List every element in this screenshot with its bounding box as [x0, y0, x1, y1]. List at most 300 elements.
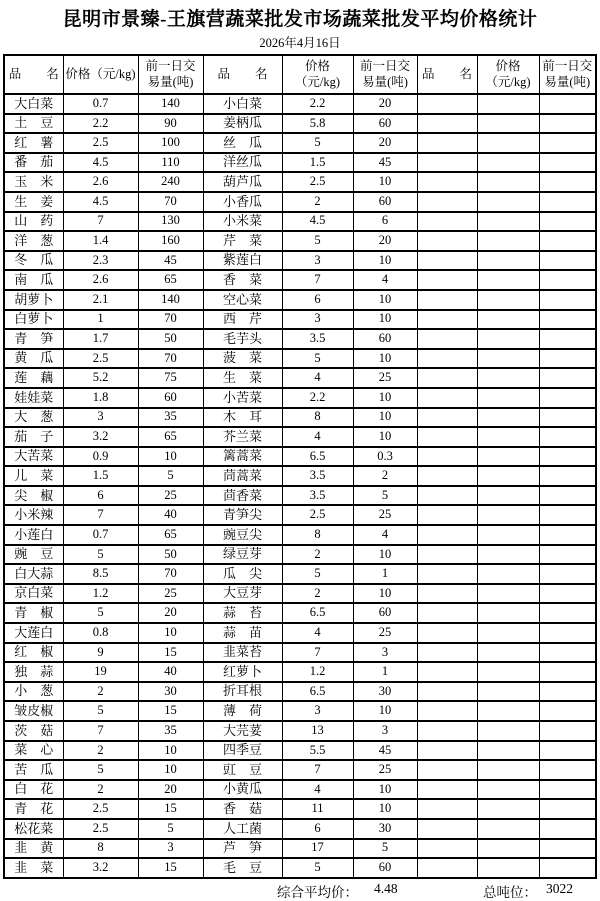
name-cell: 薄 荷: [203, 701, 282, 721]
volume-cell: 10: [353, 349, 417, 369]
volume-cell: 10: [353, 251, 417, 271]
price-cell: 2.5: [282, 172, 353, 192]
volume-cell: 10: [353, 290, 417, 310]
table-row: [4, 349, 596, 369]
table-row: [4, 212, 596, 232]
volume-cell: [539, 525, 596, 545]
price-cell: 6.5: [282, 603, 353, 623]
table-row: [4, 780, 596, 800]
table-row: [4, 623, 596, 643]
volume-cell: 35: [138, 721, 203, 741]
name-cell: 黄 瓜: [4, 349, 63, 369]
volume-cell: 25: [138, 584, 203, 604]
price-cell: 2.6: [63, 270, 138, 290]
volume-cell: 70: [138, 310, 203, 330]
volume-cell: 10: [353, 172, 417, 192]
name-cell: 大芫荽: [203, 721, 282, 741]
table-row: [4, 408, 596, 428]
name-cell: [417, 231, 477, 251]
table-row: [4, 603, 596, 623]
price-cell: 5.2: [63, 368, 138, 388]
price-cell: 1.5: [63, 466, 138, 486]
volume-cell: 60: [353, 858, 417, 878]
name-cell: [417, 133, 477, 153]
name-cell: 生 姜: [4, 192, 63, 212]
price-cell: [477, 505, 539, 525]
name-cell: 大苦菜: [4, 447, 63, 467]
price-cell: [477, 603, 539, 623]
name-cell: [417, 447, 477, 467]
price-cell: [477, 329, 539, 349]
price-cell: 6: [282, 819, 353, 839]
name-cell: [417, 349, 477, 369]
volume-cell: [539, 329, 596, 349]
price-cell: 0.7: [63, 525, 138, 545]
table-row: [4, 584, 596, 604]
volume-cell: [539, 799, 596, 819]
name-cell: 茄 子: [4, 427, 63, 447]
price-cell: 2.1: [63, 290, 138, 310]
price-cell: 3.2: [63, 427, 138, 447]
volume-cell: 25: [138, 486, 203, 506]
price-cell: [477, 486, 539, 506]
price-cell: 2: [282, 545, 353, 565]
price-cell: 3.5: [282, 486, 353, 506]
price-cell: [477, 682, 539, 702]
name-cell: 独 蒜: [4, 662, 63, 682]
name-cell: [417, 858, 477, 878]
table-row: [4, 447, 596, 467]
price-cell: [477, 662, 539, 682]
volume-cell: 10: [353, 584, 417, 604]
name-cell: 山 药: [4, 212, 63, 232]
volume-cell: 40: [138, 505, 203, 525]
volume-cell: 15: [138, 858, 203, 878]
volume-cell: 10: [353, 310, 417, 330]
header-price-2: 价格（元/kg): [282, 55, 353, 94]
volume-cell: 70: [138, 564, 203, 584]
name-cell: 苦 瓜: [4, 760, 63, 780]
volume-cell: [539, 133, 596, 153]
volume-cell: 20: [138, 603, 203, 623]
name-cell: 生 菜: [203, 368, 282, 388]
name-cell: 番 茄: [4, 153, 63, 173]
price-table: [3, 54, 597, 879]
name-cell: 洋丝瓜: [203, 153, 282, 173]
price-cell: [477, 525, 539, 545]
volume-cell: 60: [353, 192, 417, 212]
price-cell: 1.5: [282, 153, 353, 173]
price-cell: 8: [63, 839, 138, 859]
name-cell: [417, 153, 477, 173]
table-row: [4, 388, 596, 408]
name-cell: [417, 662, 477, 682]
name-cell: [417, 799, 477, 819]
name-cell: 西 芹: [203, 310, 282, 330]
name-cell: [417, 780, 477, 800]
price-cell: [477, 94, 539, 114]
volume-cell: 15: [138, 701, 203, 721]
name-cell: 蒜 苔: [203, 603, 282, 623]
table-row: [4, 858, 596, 878]
price-cell: 0.7: [63, 94, 138, 114]
name-cell: [417, 251, 477, 271]
price-cell: [477, 133, 539, 153]
volume-cell: [539, 447, 596, 467]
price-cell: 5: [282, 564, 353, 584]
price-cell: 6: [63, 486, 138, 506]
price-cell: [477, 349, 539, 369]
name-cell: 大莲白: [4, 623, 63, 643]
price-cell: 4.5: [282, 212, 353, 232]
volume-cell: 0.3: [353, 447, 417, 467]
volume-cell: [539, 839, 596, 859]
name-cell: 京白菜: [4, 584, 63, 604]
name-cell: 大白菜: [4, 94, 63, 114]
volume-cell: [539, 153, 596, 173]
name-cell: 香 菜: [203, 270, 282, 290]
price-cell: 3: [282, 310, 353, 330]
price-cell: [477, 192, 539, 212]
price-cell: [477, 819, 539, 839]
average-price-value: 4.48: [374, 880, 398, 896]
price-cell: 2: [282, 584, 353, 604]
table-row: [4, 153, 596, 173]
price-cell: 2.2: [282, 94, 353, 114]
price-cell: [477, 799, 539, 819]
price-cell: [477, 447, 539, 467]
table-row: [4, 290, 596, 310]
name-cell: 小 葱: [4, 682, 63, 702]
price-cell: 2.3: [63, 251, 138, 271]
price-cell: 3: [63, 408, 138, 428]
header-row: [4, 55, 596, 94]
volume-cell: [539, 682, 596, 702]
volume-cell: 30: [138, 682, 203, 702]
volume-cell: 5: [353, 486, 417, 506]
name-cell: [417, 643, 477, 663]
volume-cell: [539, 741, 596, 761]
volume-cell: 50: [138, 329, 203, 349]
name-cell: 红萝卜: [203, 662, 282, 682]
volume-cell: 10: [353, 408, 417, 428]
name-cell: [417, 525, 477, 545]
price-cell: 4: [282, 427, 353, 447]
volume-cell: 10: [353, 701, 417, 721]
table-row: [4, 545, 596, 565]
price-cell: 4: [282, 623, 353, 643]
price-cell: 2.5: [282, 505, 353, 525]
name-cell: 青 笋: [4, 329, 63, 349]
price-cell: 1.8: [63, 388, 138, 408]
name-cell: 儿 菜: [4, 466, 63, 486]
name-cell: [417, 760, 477, 780]
price-cell: 6.5: [282, 682, 353, 702]
name-cell: [417, 564, 477, 584]
name-cell: 绿豆芽: [203, 545, 282, 565]
volume-cell: 60: [353, 114, 417, 134]
volume-cell: 1: [353, 662, 417, 682]
volume-cell: [539, 858, 596, 878]
name-cell: [417, 427, 477, 447]
name-cell: 韭 菜: [4, 858, 63, 878]
price-cell: 5.8: [282, 114, 353, 134]
price-cell: 2.6: [63, 172, 138, 192]
name-cell: 茴香菜: [203, 486, 282, 506]
price-cell: [477, 231, 539, 251]
volume-cell: [539, 251, 596, 271]
name-cell: [417, 721, 477, 741]
name-cell: 毛芋头: [203, 329, 282, 349]
price-cell: [477, 623, 539, 643]
name-cell: [417, 741, 477, 761]
name-cell: [417, 584, 477, 604]
volume-cell: [539, 780, 596, 800]
volume-cell: 40: [138, 662, 203, 682]
volume-cell: 10: [353, 545, 417, 565]
name-cell: [417, 408, 477, 428]
volume-cell: 10: [138, 447, 203, 467]
average-price-label: 综合平均价：: [277, 884, 358, 900]
name-cell: 菜 心: [4, 741, 63, 761]
price-cell: 2.5: [63, 349, 138, 369]
price-cell: 13: [282, 721, 353, 741]
name-cell: [417, 545, 477, 565]
volume-cell: [539, 94, 596, 114]
volume-cell: [539, 564, 596, 584]
table-row: [4, 643, 596, 663]
price-cell: [477, 839, 539, 859]
table-header: [4, 55, 596, 94]
name-cell: [417, 603, 477, 623]
table-row: [4, 427, 596, 447]
name-cell: 白萝卜: [4, 310, 63, 330]
price-cell: 4.5: [63, 192, 138, 212]
volume-cell: 240: [138, 172, 203, 192]
volume-cell: [539, 290, 596, 310]
volume-cell: 60: [353, 329, 417, 349]
name-cell: 青 椒: [4, 603, 63, 623]
name-cell: 茼蒿菜: [203, 466, 282, 486]
price-cell: [477, 153, 539, 173]
name-cell: 小莲白: [4, 525, 63, 545]
price-cell: 7: [63, 212, 138, 232]
volume-cell: 65: [138, 270, 203, 290]
volume-cell: [539, 212, 596, 232]
price-cell: 11: [282, 799, 353, 819]
summary-footer: [0, 881, 600, 899]
price-cell: 1.2: [282, 662, 353, 682]
table-row: [4, 682, 596, 702]
name-cell: 菠 菜: [203, 349, 282, 369]
volume-cell: [539, 310, 596, 330]
table-row: [4, 251, 596, 271]
price-cell: 3: [282, 251, 353, 271]
table-row: [4, 329, 596, 349]
price-cell: [477, 388, 539, 408]
volume-cell: [539, 584, 596, 604]
price-cell: 5: [282, 231, 353, 251]
price-cell: 3.2: [63, 858, 138, 878]
price-cell: 2.5: [63, 799, 138, 819]
table-row: [4, 799, 596, 819]
price-cell: [477, 427, 539, 447]
name-cell: 胡萝卜: [4, 290, 63, 310]
price-cell: 2: [282, 192, 353, 212]
volume-cell: 20: [353, 133, 417, 153]
price-cell: 2.5: [63, 133, 138, 153]
volume-cell: [539, 760, 596, 780]
price-cell: 9: [63, 643, 138, 663]
table-row: [4, 741, 596, 761]
name-cell: 小米辣: [4, 505, 63, 525]
volume-cell: [539, 172, 596, 192]
table-row: [4, 192, 596, 212]
price-cell: 1: [63, 310, 138, 330]
volume-cell: 45: [353, 153, 417, 173]
name-cell: [417, 682, 477, 702]
name-cell: 四季豆: [203, 741, 282, 761]
table-row: [4, 760, 596, 780]
name-cell: 洋 葱: [4, 231, 63, 251]
volume-cell: [539, 466, 596, 486]
price-cell: 3.5: [282, 466, 353, 486]
name-cell: 松花菜: [4, 819, 63, 839]
price-cell: 2: [63, 780, 138, 800]
table-row: [4, 231, 596, 251]
name-cell: 小香瓜: [203, 192, 282, 212]
header-name-2: 品 名: [203, 55, 282, 94]
name-cell: 青 花: [4, 799, 63, 819]
volume-cell: [539, 505, 596, 525]
name-cell: [417, 290, 477, 310]
price-cell: 19: [63, 662, 138, 682]
price-cell: 8.5: [63, 564, 138, 584]
volume-cell: 25: [353, 760, 417, 780]
volume-cell: 10: [353, 799, 417, 819]
volume-cell: 5: [138, 466, 203, 486]
volume-cell: [539, 662, 596, 682]
name-cell: 空心菜: [203, 290, 282, 310]
header-name-1: 品 名: [4, 55, 63, 94]
name-cell: 茨 菇: [4, 721, 63, 741]
volume-cell: [539, 643, 596, 663]
price-cell: 4: [282, 780, 353, 800]
volume-cell: 4: [353, 270, 417, 290]
page-title: 昆明市景臻-王旗营蔬菜批发市场蔬菜批发平均价格统计: [62, 9, 538, 30]
price-cell: 7: [282, 270, 353, 290]
volume-cell: 20: [353, 94, 417, 114]
price-cell: 8: [282, 408, 353, 428]
price-cell: 4.5: [63, 153, 138, 173]
price-cell: 7: [63, 505, 138, 525]
volume-cell: 35: [138, 408, 203, 428]
name-cell: 土 豆: [4, 114, 63, 134]
name-cell: [417, 388, 477, 408]
table-row: [4, 368, 596, 388]
price-cell: [477, 408, 539, 428]
price-cell: 7: [63, 721, 138, 741]
name-cell: 瓜 尖: [203, 564, 282, 584]
volume-cell: [539, 270, 596, 290]
volume-cell: 140: [138, 94, 203, 114]
table-row: [4, 466, 596, 486]
name-cell: 红 薯: [4, 133, 63, 153]
name-cell: 玉 米: [4, 172, 63, 192]
volume-cell: 110: [138, 153, 203, 173]
name-cell: [417, 310, 477, 330]
name-cell: 木 耳: [203, 408, 282, 428]
price-cell: 3: [282, 701, 353, 721]
name-cell: 姜柄瓜: [203, 114, 282, 134]
price-cell: 7: [282, 760, 353, 780]
volume-cell: 25: [353, 505, 417, 525]
price-cell: 0.9: [63, 447, 138, 467]
table-body: [4, 94, 596, 878]
volume-cell: [539, 231, 596, 251]
volume-cell: 10: [138, 760, 203, 780]
price-cell: 5: [282, 858, 353, 878]
volume-cell: [539, 721, 596, 741]
table-row: [4, 172, 596, 192]
volume-cell: 3: [353, 643, 417, 663]
name-cell: 白 花: [4, 780, 63, 800]
volume-cell: 10: [138, 623, 203, 643]
name-cell: [417, 505, 477, 525]
price-cell: [477, 270, 539, 290]
volume-cell: [539, 408, 596, 428]
price-cell: 8: [282, 525, 353, 545]
name-cell: 蒜 苗: [203, 623, 282, 643]
name-cell: 青笋尖: [203, 505, 282, 525]
price-cell: 2.2: [282, 388, 353, 408]
table-row: [4, 564, 596, 584]
table-row: [4, 94, 596, 114]
price-cell: 4: [282, 368, 353, 388]
name-cell: 丝 瓜: [203, 133, 282, 153]
volume-cell: 10: [353, 427, 417, 447]
name-cell: 豇 豆: [203, 760, 282, 780]
volume-cell: 100: [138, 133, 203, 153]
name-cell: 大豆芽: [203, 584, 282, 604]
price-cell: [477, 741, 539, 761]
price-cell: 5: [63, 545, 138, 565]
volume-cell: 60: [138, 388, 203, 408]
volume-cell: 5: [353, 839, 417, 859]
volume-cell: 4: [353, 525, 417, 545]
table-row: [4, 721, 596, 741]
volume-cell: [539, 114, 596, 134]
header-price-3: 价格（元/kg): [477, 55, 539, 94]
volume-cell: [539, 192, 596, 212]
volume-cell: 3: [138, 839, 203, 859]
volume-cell: 130: [138, 212, 203, 232]
name-cell: 毛 豆: [203, 858, 282, 878]
name-cell: 豌豆尖: [203, 525, 282, 545]
volume-cell: 70: [138, 349, 203, 369]
name-cell: [417, 819, 477, 839]
price-cell: 2: [63, 741, 138, 761]
name-cell: 皱皮椒: [4, 701, 63, 721]
volume-cell: 6: [353, 212, 417, 232]
name-cell: [417, 466, 477, 486]
price-cell: [477, 545, 539, 565]
table-row: [4, 819, 596, 839]
price-cell: [477, 780, 539, 800]
name-cell: 小米菜: [203, 212, 282, 232]
volume-cell: [539, 427, 596, 447]
volume-cell: [539, 819, 596, 839]
